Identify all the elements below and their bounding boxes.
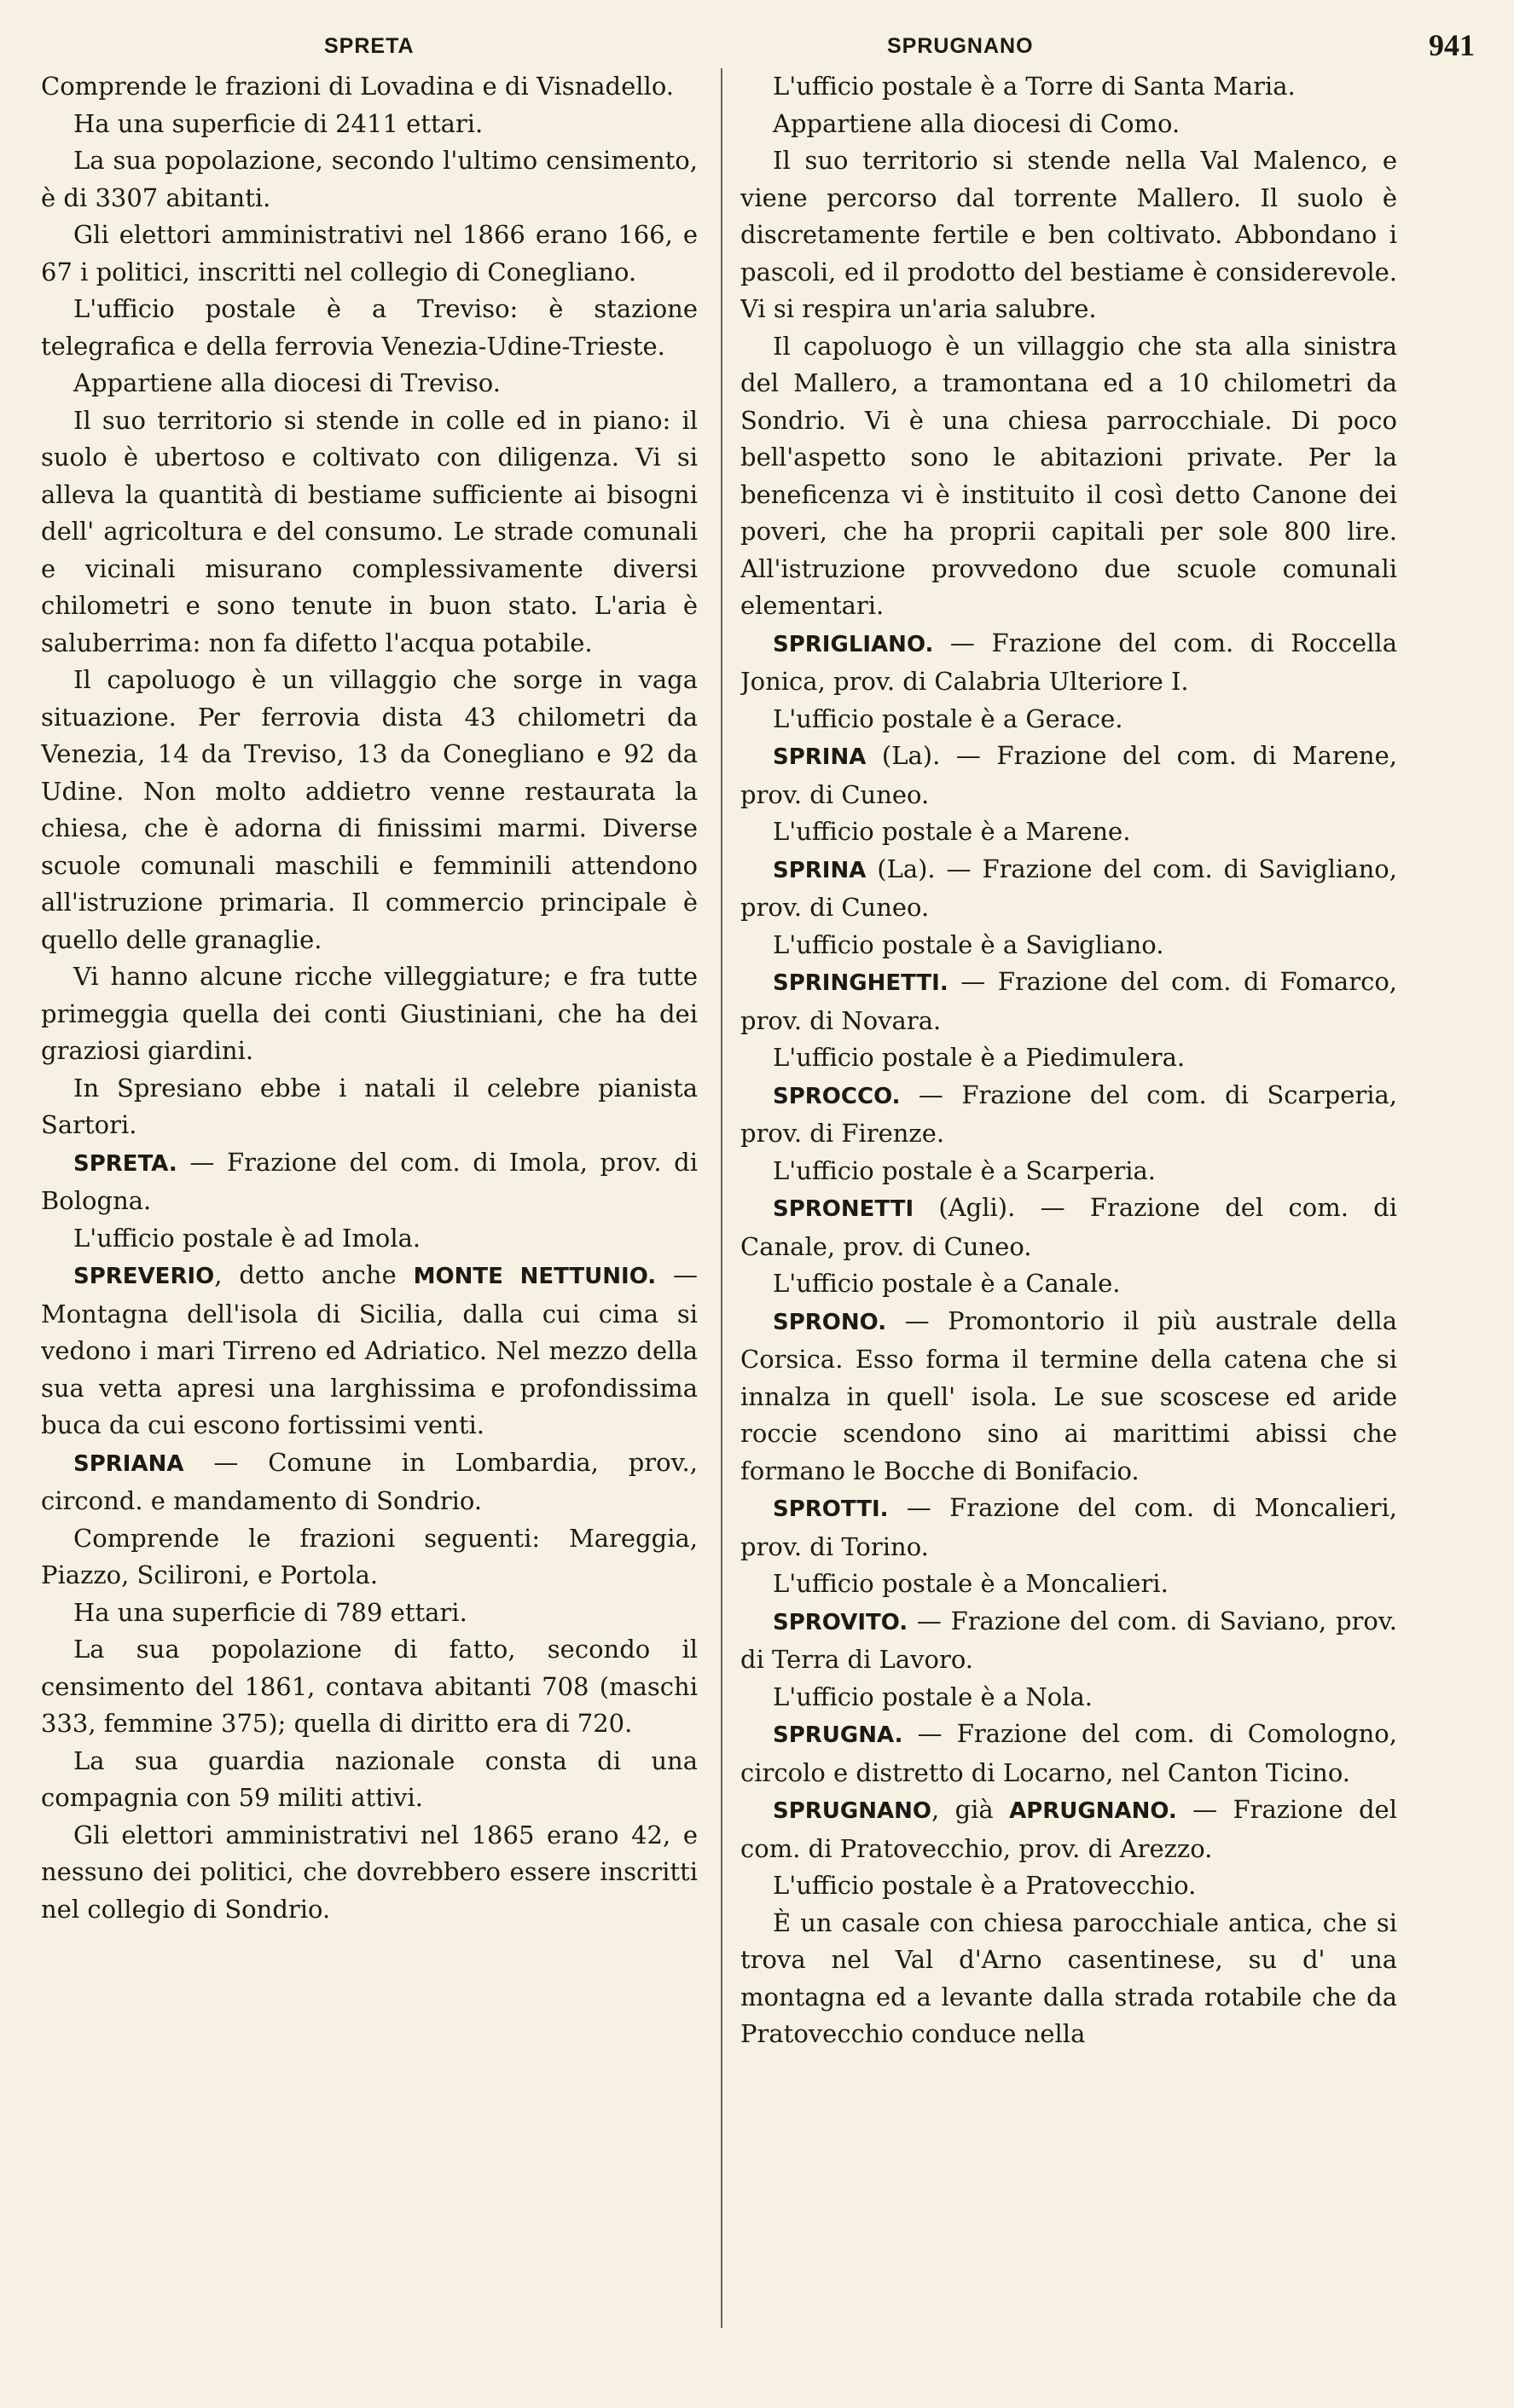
body-paragraph	[41, 68, 698, 106]
paragraph-text: È un casale con chiesa parocchiale antica, che si trova nel Val d'Arno casentinese, su d' una montagna ed a levante dalla strada rotabile che da Pratovecchio conduce nella	[740, 1907, 1397, 2048]
entry-paragraph	[740, 1303, 1397, 1491]
paragraph-text: L'ufficio postale è a Gerace.	[773, 703, 1123, 733]
entry-paragraph	[740, 1190, 1397, 1265]
entry-paragraph	[41, 1144, 698, 1220]
entry-paragraph	[740, 964, 1397, 1039]
entry-paragraph	[740, 1077, 1397, 1153]
entry-headword: SPRUGNA.	[773, 1722, 903, 1748]
paragraph-text: — Frazione del com. di Imola, prov. di Bologna.	[41, 1147, 698, 1215]
entry-paragraph	[740, 738, 1397, 813]
entry-paragraph	[740, 1603, 1397, 1679]
body-paragraph	[740, 106, 1397, 143]
paragraph-text: Comprende le frazioni seguenti: Mareggia, Piazzo, Scilironi, e Portola.	[41, 1523, 698, 1589]
body-paragraph	[740, 142, 1397, 328]
entry-paragraph	[740, 1792, 1397, 1867]
body-paragraph	[740, 927, 1397, 964]
paragraph-text: — Frazione del com. di Marene, prov. di Cuneo.	[740, 741, 1397, 809]
body-paragraph	[740, 328, 1397, 625]
running-head-right: SPRUGNANO	[887, 34, 1034, 58]
body-paragraph	[41, 1520, 698, 1595]
paragraph-text: — Frazione del com. di Comologno, circolo e distretto di Locarno, nel Canton Ticino.	[740, 1719, 1397, 1787]
right-column	[740, 68, 1397, 2379]
paragraph-text: In Spresiano ebbe i natali il celebre pianista Sartori.	[41, 1073, 698, 1139]
body-paragraph	[41, 1743, 698, 1817]
paragraph-text: Il suo territorio si stende nella Val Malenco, e viene percorso dal torrente Mallero. Il suolo è discretamente fertile e ben coltivato. Abbondano i pascoli, ed il prodotto del bestiame è considerevole. Vi si respira un'aria salubre.	[740, 146, 1397, 323]
entry-headword: SPROTTI.	[773, 1496, 889, 1522]
body-paragraph	[41, 365, 698, 402]
entry-paragraph	[740, 625, 1397, 701]
body-paragraph	[41, 1817, 698, 1929]
paragraph-text: La sua popolazione, secondo l'ultimo censimento, è di 3307 abitanti.	[41, 146, 698, 212]
paragraph-text: — Frazione del com. di Scarperia, prov. di Firenze.	[740, 1080, 1397, 1148]
paragraph-text: — Frazione del com. di Canale, prov. di Cuneo.	[740, 1193, 1397, 1261]
entry-headword: SPRINA	[773, 857, 867, 883]
entry-headword: SPRIANA	[73, 1450, 184, 1477]
body-paragraph	[740, 1265, 1397, 1303]
entry-headword: SPROVITO.	[773, 1609, 908, 1635]
paragraph-text: Il suo territorio si stende in colle ed in piano: il suolo è ubertoso e coltivato con diligenza. Vi si alleva la quantità di bestiame sufficiente ai bisogni dell' agricoltura e del consumo. Le strade comunali e vicinali misurano complessivamente diversi chilometri e sono tenute in buon stato. L'aria è saluberrima: non fa difetto l'acqua potabile.	[41, 405, 698, 657]
entry-paragraph	[41, 1444, 698, 1520]
paragraph-text: Il capoluogo è un villaggio che sorge in vaga situazione. Per ferrovia dista 43 chilometri da Venezia, 14 da Treviso, 13 da Conegliano e 92 da Udine. Non molto addietro venne restaurata la chiesa, che è adorna di finissimi marmi. Diverse scuole comunali maschili e femminili attendono all'istruzione primaria. Il commercio principale è quello delle granaglie.	[41, 665, 698, 954]
entry-qualifier: , già	[931, 1795, 1010, 1824]
body-paragraph	[41, 1631, 698, 1743]
body-paragraph	[41, 662, 698, 958]
entry-qualifier: , detto anche	[214, 1260, 414, 1289]
paragraph-text: Comprende le frazioni di Lovadina e di Visnadello.	[41, 72, 674, 101]
body-paragraph	[740, 1153, 1397, 1190]
body-paragraph	[41, 1595, 698, 1632]
paragraph-text: Appartiene alla diocesi di Como.	[773, 108, 1180, 138]
paragraph-text: Appartiene alla diocesi di Treviso.	[73, 368, 501, 397]
paragraph-text: — Montagna dell'isola di Sicilia, dalla cui cima si vedono i mari Tirreno ed Adriatico. Nel mezzo della sua vetta apresi una larghissima e profondissima buca da cui escono fortissimi venti.	[41, 1260, 698, 1439]
paragraph-text: L'ufficio postale è a Pratovecchio.	[773, 1871, 1197, 1900]
body-paragraph	[740, 1566, 1397, 1603]
body-paragraph	[740, 1905, 1397, 2053]
entry-headword: SPRONO.	[773, 1309, 887, 1335]
entry-paragraph	[41, 1257, 698, 1444]
page-number: 941	[1429, 28, 1475, 62]
entry-qualifier: (Agli).	[914, 1193, 1016, 1222]
body-paragraph	[41, 106, 698, 143]
paragraph-text: Ha una superficie di 2411 ettari.	[73, 108, 484, 138]
body-paragraph	[740, 68, 1397, 106]
paragraph-text: Gli elettori amministrativi nel 1865 erano 42, e nessuno dei politici, che dovrebbero essere inscritti nel collegio di Sondrio.	[41, 1820, 698, 1924]
paragraph-text: L'ufficio postale è ad Imola.	[73, 1223, 421, 1253]
entry-headword: MONTE NETTUNIO.	[413, 1264, 657, 1289]
body-paragraph	[740, 1039, 1397, 1077]
paragraph-text: Vi hanno alcune ricche villeggiature; e fra tutte primeggia quella dei conti Giustiniani, che ha dei graziosi giardini.	[41, 962, 698, 1065]
paragraph-text: L'ufficio postale è a Scarperia.	[773, 1155, 1157, 1185]
entry-headword: SPRINA	[773, 744, 867, 770]
left-column	[41, 68, 698, 2379]
paragraph-text: — Frazione del com. di Moncalieri, prov. di Torino.	[740, 1493, 1397, 1561]
paragraph-text: L'ufficio postale è a Nola.	[773, 1682, 1093, 1711]
body-paragraph	[740, 1679, 1397, 1716]
paragraph-text: Gli elettori amministrativi nel 1866 erano 166, e 67 i politici, inscritti nel collegio di Conegliano.	[41, 220, 698, 287]
entry-paragraph	[740, 1490, 1397, 1566]
paragraph-text: — Comune in Lombardia, prov., circond. e mandamento di Sondrio.	[41, 1447, 698, 1515]
body-paragraph	[41, 402, 698, 663]
paragraph-text: — Frazione del com. di Roccella Jonica, prov. di Calabria Ulteriore I.	[740, 628, 1397, 696]
body-paragraph	[41, 142, 698, 217]
entry-paragraph	[740, 851, 1397, 927]
column-divider	[721, 68, 722, 2328]
paragraph-text: L'ufficio postale è a Canale.	[773, 1269, 1121, 1298]
body-paragraph	[740, 813, 1397, 851]
paragraph-text: Ha una superficie di 789 ettari.	[73, 1597, 467, 1627]
entry-headword: SPRINGHETTI.	[773, 970, 948, 996]
paragraph-text: L'ufficio postale è a Torre di Santa Maria.	[773, 72, 1296, 101]
entry-headword: APRUGNANO.	[1009, 1798, 1177, 1824]
entry-headword: SPRONETTI	[773, 1196, 914, 1222]
entry-headword: SPREVERIO	[73, 1264, 215, 1289]
body-paragraph	[41, 291, 698, 365]
entry-headword: SPRUGNANO	[773, 1798, 931, 1824]
paragraph-text: L'ufficio postale è a Savigliano.	[773, 929, 1164, 959]
paragraph-text: La sua guardia nazionale consta di una compagnia con 59 militi attivi.	[41, 1745, 698, 1812]
body-paragraph	[41, 958, 698, 1070]
body-paragraph	[740, 701, 1397, 738]
body-paragraph	[740, 1867, 1397, 1905]
paragraph-text: — Frazione del com. di Fomarco, prov. di Novara.	[740, 967, 1397, 1035]
entry-headword: SPRIGLIANO.	[773, 631, 934, 657]
body-paragraph	[41, 1220, 698, 1258]
entry-headword: SPRETA.	[73, 1150, 177, 1177]
entry-qualifier: (La).	[866, 854, 936, 883]
paragraph-text: — Frazione del com. di Pratovecchio, prov. di Arezzo.	[740, 1795, 1397, 1863]
entry-paragraph	[740, 1716, 1397, 1792]
body-paragraph	[41, 1070, 698, 1144]
paragraph-text: L'ufficio postale è a Moncalieri.	[773, 1569, 1169, 1598]
paragraph-text: L'ufficio postale è a Marene.	[773, 817, 1131, 846]
paragraph-text: La sua popolazione di fatto, secondo il censimento del 1861, contava abitanti 708 (maschi 333, femmine 375); quella di diritto era di 720.	[41, 1635, 698, 1738]
body-paragraph	[41, 217, 698, 291]
entry-qualifier: (La).	[866, 741, 941, 770]
paragraph-text: — Frazione del com. di Savigliano, prov. di Cuneo.	[740, 854, 1397, 922]
paragraph-text: — Promontorio il più australe della Corsica. Esso forma il termine della catena che si innalza in quell' isola. Le sue scoscese ed aride roccie scendono sino ai marittimi abissi che formano le Bocche di Bonifacio.	[740, 1305, 1397, 1485]
entry-headword: SPROCCO.	[773, 1083, 901, 1109]
paragraph-text: — Frazione del com. di Saviano, prov. di Terra di Lavoro.	[740, 1606, 1397, 1674]
paragraph-text: L'ufficio postale è a Treviso: è stazione telegrafica e della ferrovia Venezia-Udine-Trieste.	[41, 294, 698, 361]
paragraph-text: L'ufficio postale è a Piedimulera.	[773, 1043, 1186, 1072]
paragraph-text: Il capoluogo è un villaggio che sta alla sinistra del Mallero, a tramontana ed a 10 chilometri da Sondrio. Vi è una chiesa parrocchiale. Di poco bell'aspetto sono le abitazioni private. Per la beneficenza vi è instituito il così detto Canone dei poveri, che ha proprii capitali per sole 800 lire. All'istruzione provvedono due scuole comunali elementari.	[740, 331, 1397, 620]
running-head-left: SPRETA	[324, 34, 415, 58]
